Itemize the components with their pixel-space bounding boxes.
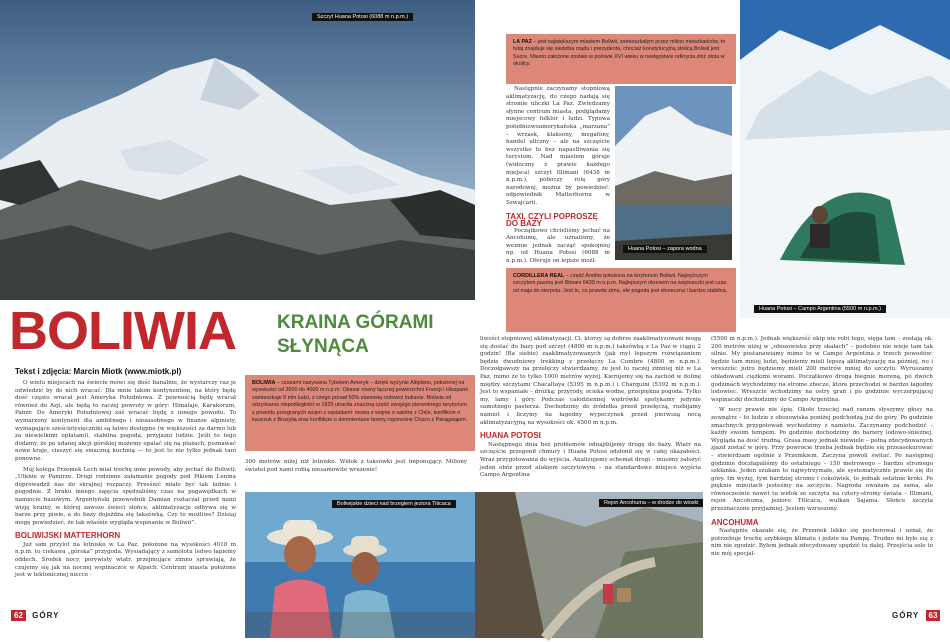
section-heading: ANCOHUMA (711, 517, 759, 527)
right-page (475, 0, 950, 638)
photo-huana-potosi-dam (615, 86, 732, 260)
kids-photo-caption: Boliwijskie dzieci nad brzegiem jeziora Titicaca (332, 500, 456, 508)
right-footer (892, 611, 940, 620)
section-heading: HUANA POTOSI (480, 431, 541, 441)
body-paragraph: Następnie okazało się, że Przemek lekko się pochorował i uznał, że potrzebuje trochę szybkiego klimatu i jedzie na Pampę. Trudno mi było się z nim nie zgodzić. Byłem jednak zdecydowany spędzić tu dalej. Przejścia solo to nie mój specjal- (711, 528, 933, 558)
body-paragraph: W nocy prawie nie śpię. Około trzeciej nad ranem słyszymy głosy na zewnątrz – to ludzie z obozowiska poniżej podchodzą już do góry. Po godzinie zmachnych przygotowań wychodzimy z namiotu. Zaczynamy podchodzić – każdy swoim tempem. Po godzinie dochodzimy do bariery lodowo-śnieżnej. Wygląda na dość trudną. Grasa masy jednak niewiele – pełną zdecydowanych zjazd zostać w górę. Przy powrocie trzeba jednak będzie się przeasekurować – stwierdzam ogólnie z Przemkiem. Zaczyna powoli świtać. Po następnej godzinie doczłapaliśmy do ostatniego – 150 metrowego – bardzo stromego szkłanka. Jeden szukam to najwytrzymałe, ale systematycznie prawie się do góry. Im wyżej, tym bardziej stromo i cokolwiek, to jednak ostatnie kroki. Po pięknie minutach jesteśmy na szczycie. Nagroda uważam za sama, ale równocześnie nawet tu widok ze szczytu na cztery-stromy świata – Illimani, rejon Ancohuma, jezioro Titicaca, wulkan Sajama. Słońce szczyta przeznaczone przyjaźniej. Jestem wzruszony. (711, 407, 933, 513)
info-box-lead: CORDILLERA REAL (513, 273, 565, 279)
hero-photo-caption: Szczyt Huana Potosi (6088 m n.p.m.) (312, 13, 413, 21)
trek-illustration (475, 492, 703, 638)
photo-ancohuma-trek (475, 492, 703, 638)
photo-bolivian-children (245, 492, 475, 638)
magazine-name: GÓRY (892, 611, 920, 620)
author-credit: Tekst i zdjęcia: Marcin Miotk (www.miotk.pl) (15, 367, 182, 376)
article-title: BOLIWIA (9, 301, 236, 361)
info-box-text: – czasami nazywana Tybetem Ameryk – dzięki wyżynie Altiplano, położonej na wysokości od 3500 do 4000 m n.p.m. Obszar równy łącznej powierzchni Francji i Hiszpanii zamieszkuje 8 mln ludzi, z czego ponad 50% stanowią rodowici Indianie. Boliwia od odzyskania niepodległości w 1825 utraciła znaczną część swojego pierwotnego terytorium z powodu przegranych wojen z sąsiadami: mowa o wojnie o saletrę z Chile, konflikcie o kauczuk z Brazylią oraz konflikcie o domniemane tereny roponośne Chaco z Paragwajem. (252, 380, 468, 424)
info-box-boliwia (245, 375, 475, 451)
children-illustration (245, 492, 475, 638)
body-paragraph: liwości stopniowej aklimatyzacji. Ci, którzy są dobrze zaaklimatyzowani mogą się dostać do bazy pod szczyt (4800 m n.p.m.) taksówką z La Paz w ciągu 2 godzin! (Ba siebie) zaaklimatyzowanych (jak my) lepszym rozwiązaniem będzie dwudniowy trekking z przełęczy La Cumbre (4800 m n.p.m.). Doczołgawszy na przełęczy stwierdzamy, że jest to raczej zimniej niż w La Paz, mimo że to tylko 1000 metrów wyżej. Kierujemy się na zachód w dolinę między szczytami Chacaltaya (5395 m n.p.m.) i Charquini (5392 m n.p.m.). Jest to wspaniałe – dróżką: przyrody, ocieka wodne, przepiękna pogoda. Tylko my, lamy i góry. Podczas całodziennej wędrówki spotykamy jedynie samotnego pasterza. Dochodzimy do źródełka przed przełęczą, rozbijamy namiot i liczymy na łagodny wypoczynek przed pierwszą nocą aklimatyzacyjną na wysokości ok. 4500 m n.p.m. (480, 336, 701, 426)
left-column-2 (245, 459, 467, 479)
page-number: 63 (926, 610, 941, 621)
hero-photo-huana-potosi (0, 0, 475, 300)
mountain-illustration (0, 0, 475, 300)
left-footer (11, 611, 59, 620)
section-heading: BOLIWIJSKI MATTERHORN (15, 531, 121, 541)
body-paragraph: O wielu miejscach na świecie mówi się dość banalnie, że wystarczy raz je odwiedzić by do nich wracać. Dla mnie takim kontynentem, na który będę dość często wracał jest Ameryka Południowa. Z pewnością będę wracał również do Azji, ale będą to raczej powroty w góry: Himalaje, Karakorum, Pamir. Do Ameryki Południowej zaś wracać będę z innego powodu. To wymarzony kontynent dla ambitnego i niezasobnego w finanse alpinisty, wymagające sześciotysięczniki są łatwo dostępne (w większości za darmo lub za niewielkimi opłatami), stabilna pogoda, przyjazni ludzie. Jeśli to tego dodamy, że po udanej akcji górskiej możemy opalać się na plażach, poznawać nowe kraje, cieszyć się smaczną kuchnią — to jest to nie tylko jednak tani ponowne. (15, 380, 236, 462)
trek-photo-caption: Rejon Ancohuma – w drodze do wioski (599, 499, 703, 507)
right-column-a (506, 86, 610, 265)
body-paragraph: Mój kolega Przemek Lech miał trochę inne powody, aby jechać do Boliwii: „Utknie w Pamirze. Drugi rodzinne załamanie pogody pod Pikiem Lenina doprowadził nas do skrajnej rozpaczy. Prześnić miało być tak ładnie i pogodnie. Z braku innego zajęcia spędzaliśmy czas na pogawędkach w namiocie bazowym. Argentyński przewodnik Damian roztaczał przed nami wizję krainy, w której zawsze świeci słońce, aklimatyzacje odbywa się w barze przy piwie, a do bazy dojeżdża się taksówką. Czy to możliwe? Dzisiaj mogę powiedzieć, że tak właśnie wygląda wspinanie w Boliwii”. (15, 466, 236, 526)
info-box-lead: LA PAZ (513, 39, 532, 45)
info-box-text: – część Andów położona na terytorium Boliwii. Najwyższym szczytem pasma jest Illimani 6439 m n.p.m. Najlepszym okresem na wspinaczki jest czas od maja do sierpnia. Jest to, co prawda zima, ale pogoda jest słoneczna i bardzo stabilna. (513, 273, 728, 294)
body-paragraph: Następnego dnia bez problemów odnajdujemy drogę do bazy. Wiatr na szczęście przegonił chmury i Huana Potosi odsłonił się w całej okazałości. Wraz przygotowania do wyjścia. Analizujemy schemat drogi – musimy założyć jeden obóz przed atakiem szczytowym – na standardowe miejsce wyjścia Campo Argentina (480, 441, 701, 479)
left-column-1 (15, 380, 236, 620)
left-page (0, 0, 475, 638)
photo-campo-argentina-tent (740, 0, 950, 318)
tent-photo-caption: Huana Potosi – Campo Argentina (5500 m n.p.m.) (754, 305, 886, 313)
body-paragraph: 300 metrów niżej niż lotnisko. Widok z taksówki jest imponujący. Miliony świateł pod nami robią niesamowite wrażenie! (245, 459, 467, 473)
page-number: 62 (11, 610, 26, 621)
info-box-lead: BOLIWIA (252, 380, 276, 386)
dam-illustration (615, 86, 732, 260)
body-paragraph: Początkowo chcieliśmy jechać na Ancohumę, ale uznaliśmy, że wezmie jednak zacząć spokojniej np. od Huana Potosi (6088 m n.p.m.). Oferuje on lepsze mozl- (506, 227, 610, 265)
section-heading-line1: TAXI, CZYLI POPROSZĘ (506, 211, 598, 221)
body-paragraph: Już sam przylot na lotnisko w La Paz, położone na wysokości 4018 m n.p.m. to ciekawa „górska” przygoda. Wysiadający z samolotu ledwo łapiemy oddech. Środek nocy, porywisty wiatr, przejmujące zimno sprawiają, że czujemy się jak na nocnej wspinaczce w Alpach. Centrum miasta położone jest w tektonicznej niecce - (15, 541, 236, 579)
section-heading (506, 213, 610, 228)
tent-illustration (740, 0, 950, 318)
right-column-b (480, 336, 701, 486)
magazine-name: GÓRY (32, 611, 60, 620)
info-box-text: – jest największym miastem Boliwii, zamieszkałym przez milion mieszkańców, to tutaj znajduje się siedziba rządu i prezydenta, chociaż konstytucyjną stolicą Boliwii jest Sucre. Miasto założone zostało w połowie XVI wieku w następstwie odkrycia złóż złota w okolicy. (513, 39, 726, 68)
right-column-c (711, 336, 933, 610)
body-paragraph: (5500 m n.p.m.). Jednak większość ekip nie robi tego, sięga tam – zostają ok. 200 metrów niżej w „obozowisku przy skałach” – podobno nie wieje tam tak silnie. My postanawiamy mimo to w Campo Argentina z trzech powodów: będzie tam mniej ludzi, będziemy mieli lepszą aklimatyzację na później, no i wreszcie: jutro będziemy mieli 200 metrów mniej do szczytu. Wyruszamy obładowani ciężkimi worami. Początkowo droga biegnie moreną, po dwóch godzinach wychodzimy na strome zbocze, które przechodzi w bardzo łagodny lodowiec. Wreszcie wchodzimy na ostry grań i po godzinie wyczerpującej wspinaczki dochodzimy do Campo Argentina. (711, 336, 933, 403)
mid-photo-caption: Huana Potosi – zapora wodna (623, 245, 707, 253)
body-paragraph: Następnie zaczynamy stopniową aklimatyzację, do czego nadają się stromie uliczki La Paz. Zwiedzamy słynne centrum miasta, podglądamy miejscowy folklor i ludzi. Typowa południowoamerykańska „marzana” – wrzask, klaksony, megafony, handel uliczny – ale na szczęście wszystko to bez napastliwania się turystom. Nad miastem góruje (widoczny z prawie każdego miejsca) szczyt Illimani (6438 m n.p.m.), poboczy rolę góry narodowej, można by powiedzieć: odpowiednik Matterhornu w Szwajcarii. (506, 86, 610, 206)
article-subtitle-line1: KRAINA GÓRAMI (277, 312, 434, 333)
info-box-cordillera-real (506, 268, 736, 332)
section-heading-line2: DO BAZY (506, 219, 542, 229)
info-box-la-paz (506, 34, 736, 84)
article-subtitle-line2: SŁYNĄCA (277, 336, 369, 357)
